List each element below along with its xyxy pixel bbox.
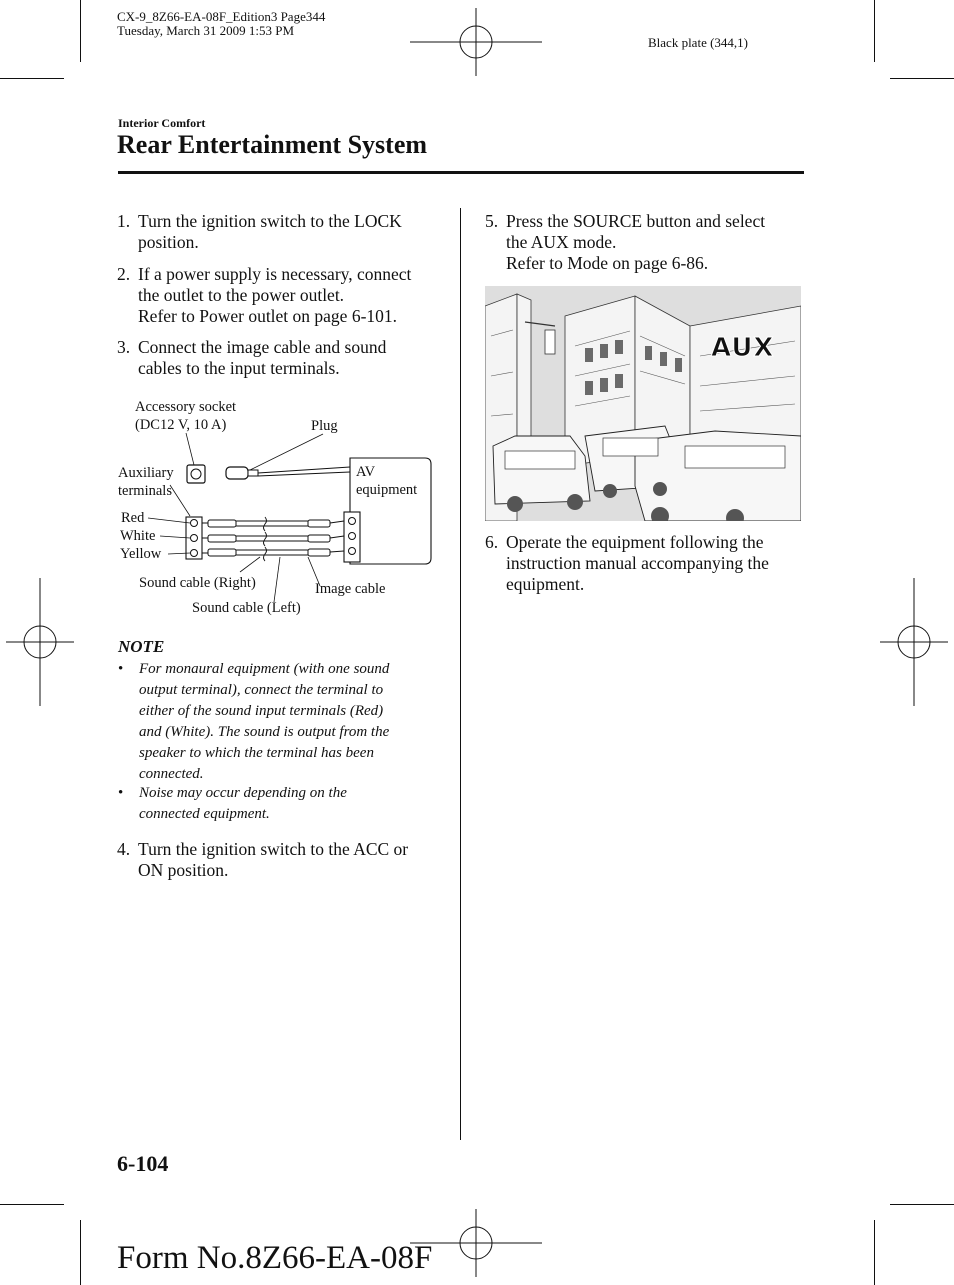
av-equipment-label bbox=[356, 463, 417, 499]
image-cable-label: Image cable bbox=[315, 581, 386, 597]
accessory-socket-rating: (DC12 V, 10 A) bbox=[135, 417, 227, 433]
step-6 bbox=[485, 532, 805, 596]
step-text: instruction manual accompanying the bbox=[506, 553, 769, 573]
sound-cable-left-label: Sound cable (Left) bbox=[192, 600, 301, 616]
step-text: equipment. bbox=[506, 574, 585, 594]
print-date-line: Tuesday, March 31 2009 1:53 PM bbox=[117, 23, 295, 38]
step-text: ON position. bbox=[138, 860, 229, 880]
step-text: cables to the input terminals. bbox=[138, 358, 340, 378]
note-title: NOTE bbox=[118, 637, 165, 656]
step-2 bbox=[117, 264, 447, 328]
step-text: If a power supply is necessary, connect bbox=[138, 264, 412, 284]
step-number: 2. bbox=[117, 264, 131, 284]
bullet-dot-icon: • bbox=[118, 661, 124, 677]
step-1 bbox=[117, 211, 447, 255]
step-text: position. bbox=[138, 232, 199, 252]
note-text: Noise may occur depending on the bbox=[139, 785, 347, 801]
note-bullet bbox=[118, 783, 438, 825]
aux-screen-illustration bbox=[485, 286, 801, 521]
step-5 bbox=[485, 211, 805, 275]
note-text: connected equipment. bbox=[139, 806, 270, 822]
page-number: 6-104 bbox=[117, 1151, 169, 1176]
step-text: Refer to Power outlet on page 6-101. bbox=[138, 306, 398, 326]
registration-mark-right bbox=[880, 578, 948, 706]
equipment-text: equipment bbox=[356, 482, 418, 498]
street-scene-graphic bbox=[485, 286, 801, 521]
note-text: For monaural equipment (with one sound bbox=[139, 661, 390, 677]
print-plate: Black plate (344,1) bbox=[648, 35, 748, 50]
section-label: Interior Comfort bbox=[118, 116, 206, 130]
step-number: 5. bbox=[485, 211, 499, 231]
step-text: Refer to Mode on page 6-86. bbox=[506, 253, 709, 273]
accessory-socket-text: Accessory socket bbox=[135, 399, 237, 415]
note-text: speaker to which the terminal has been bbox=[139, 745, 374, 761]
step-3 bbox=[117, 337, 447, 381]
step-text: Connect the image cable and sound bbox=[138, 337, 387, 357]
step-text: the AUX mode. bbox=[506, 232, 617, 252]
step-number: 1. bbox=[117, 211, 131, 231]
bullet-dot-icon: • bbox=[118, 785, 124, 801]
accessory-socket-label bbox=[135, 398, 236, 434]
av-text: AV bbox=[356, 464, 376, 480]
form-number: Form No.8Z66-EA-08F bbox=[117, 1240, 433, 1276]
step-number: 4. bbox=[117, 839, 131, 859]
registration-mark-top bbox=[410, 8, 542, 76]
step-text: the outlet to the power outlet. bbox=[138, 285, 345, 305]
step-text: Turn the ignition switch to the LOCK bbox=[138, 211, 402, 231]
step-number: 3. bbox=[117, 337, 131, 357]
note-text: either of the sound input terminals (Red) bbox=[139, 703, 384, 719]
note-text: output terminal), connect the terminal to bbox=[139, 682, 384, 698]
auxiliary-terminals-label bbox=[118, 464, 174, 500]
auxiliary-text: Auxiliary bbox=[118, 465, 174, 481]
step-number: 6. bbox=[485, 532, 499, 552]
white-label: White bbox=[120, 528, 156, 544]
registration-mark-left bbox=[6, 578, 74, 706]
note-text: connected. bbox=[139, 766, 204, 782]
title-rule bbox=[118, 171, 804, 174]
step-text: Operate the equipment following the bbox=[506, 532, 764, 552]
red-label: Red bbox=[121, 510, 145, 526]
note-bullet bbox=[118, 659, 438, 785]
print-file-line: CX-9_8Z66-EA-08F_Edition3 Page344 bbox=[117, 9, 326, 24]
aux-mode-label: AUX bbox=[711, 333, 775, 363]
step-4 bbox=[117, 839, 447, 883]
terminals-text: terminals bbox=[118, 483, 172, 499]
page-title: Rear Entertainment System bbox=[117, 130, 428, 159]
plug-label: Plug bbox=[311, 418, 338, 434]
step-text: Turn the ignition switch to the ACC or bbox=[138, 839, 409, 859]
sound-cable-right-label: Sound cable (Right) bbox=[139, 575, 256, 591]
connection-diagram bbox=[110, 390, 440, 625]
column-divider bbox=[460, 208, 461, 1140]
yellow-label: Yellow bbox=[120, 546, 162, 562]
step-text: Press the SOURCE button and select bbox=[506, 211, 766, 231]
note-text: and (White). The sound is output from the bbox=[139, 724, 390, 740]
